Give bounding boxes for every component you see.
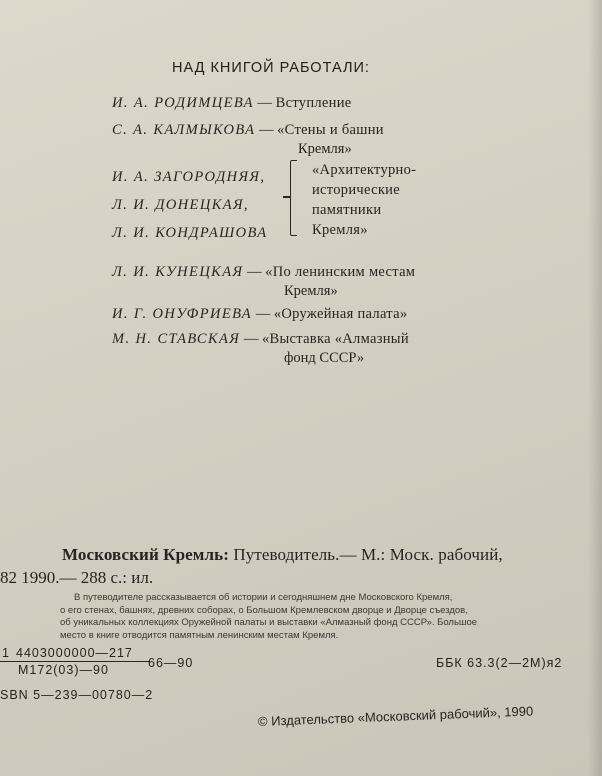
page-edge-shadow (588, 0, 602, 776)
contributor-dash: — (258, 122, 274, 138)
isbn: SBN 5—239—00780—2 (0, 688, 154, 702)
group-contributor-names (112, 163, 268, 247)
contributor-section: Вступление (275, 95, 352, 111)
contributor-entry (112, 329, 409, 349)
contributor-section-continued: Кремля» (298, 141, 352, 157)
contributor-section: «Оружейная палата» (273, 306, 408, 322)
bbk-code: ББК 63.3(2—2М)я2 (436, 656, 563, 670)
contributor-dash: — (247, 264, 262, 280)
group-section-line: исторические (312, 182, 400, 198)
credits-heading: НАД КНИГОЙ РАБОТАЛИ: (172, 60, 370, 76)
contributor-section: «Выставка «Алмазный (261, 331, 409, 347)
index-code: 66—90 (148, 656, 194, 670)
contributor-name: Л. И. КУНЕЦКАЯ (112, 264, 244, 280)
index-denominator: М172(03)—90 (18, 663, 109, 677)
contributor-dash: — (243, 331, 259, 347)
contributor-dash: — (255, 306, 271, 322)
abstract-line: В путеводителе рассказывается об истории и сегодняшнем дне Московского Кремля, (74, 592, 453, 603)
contributor-name: Л. И. КОНДРАШОВА (112, 225, 268, 241)
contributor-entry (112, 262, 415, 282)
contributor-entry (112, 93, 352, 113)
group-section-line: Кремля» (312, 222, 368, 238)
copyright-notice: © Издательство «Московский рабочий», 1990 (257, 703, 534, 729)
contributor-name: И. А. ЗАГОРОДНЯЯ, (112, 169, 266, 185)
abstract-line: о его стенах, башнях, древних соборах, о Большом Кремлевском дворце и Дворце съездов, (60, 604, 468, 616)
publication-details: 82 1990.— 288 с.: ил. (0, 568, 154, 587)
contributor-name: Л. И. ДОНЕЦКАЯ, (112, 197, 249, 213)
contributor-name: И. А. РОДИМЦЕВА (112, 95, 254, 111)
contributor-entry (112, 304, 407, 324)
contributor-name: М. Н. СТАВСКАЯ (112, 331, 241, 347)
book-abstract (60, 592, 600, 642)
group-section-line: «Архитектурно- (312, 162, 417, 178)
contributor-dash: — (257, 95, 272, 111)
contributor-name: С. А. КАЛМЫКОВА (112, 122, 256, 138)
contributor-name: И. Г. ОНУФРИЕВА (112, 306, 253, 322)
grouping-brace (290, 160, 297, 236)
index-fraction (0, 646, 150, 677)
contributor-section: «Стены и башни (277, 122, 384, 138)
contributor-section-continued: фонд СССР» (284, 350, 365, 366)
bibliographic-title (62, 545, 503, 565)
contributor-section: «По ленинским местам (265, 264, 416, 280)
abstract-line: место в книге отводится памятным ленинским местам Кремля. (60, 629, 339, 641)
contributor-section-continued: Кремля» (284, 283, 338, 299)
abstract-line: об уникальных коллекциях Оружейной палаты и выставки «Алмазный фонд СССР». Большое (60, 617, 478, 628)
index-numerator: 4403000000—217 (0, 646, 150, 662)
book-title: Московский Кремль: (62, 545, 229, 564)
publication-info: Путеводитель.— М.: Моск. рабочий, (228, 545, 503, 564)
group-section-title (312, 160, 416, 240)
contributor-entry (112, 120, 384, 140)
group-section-line: памятники (312, 202, 382, 218)
index-lead: 1 (2, 646, 10, 660)
